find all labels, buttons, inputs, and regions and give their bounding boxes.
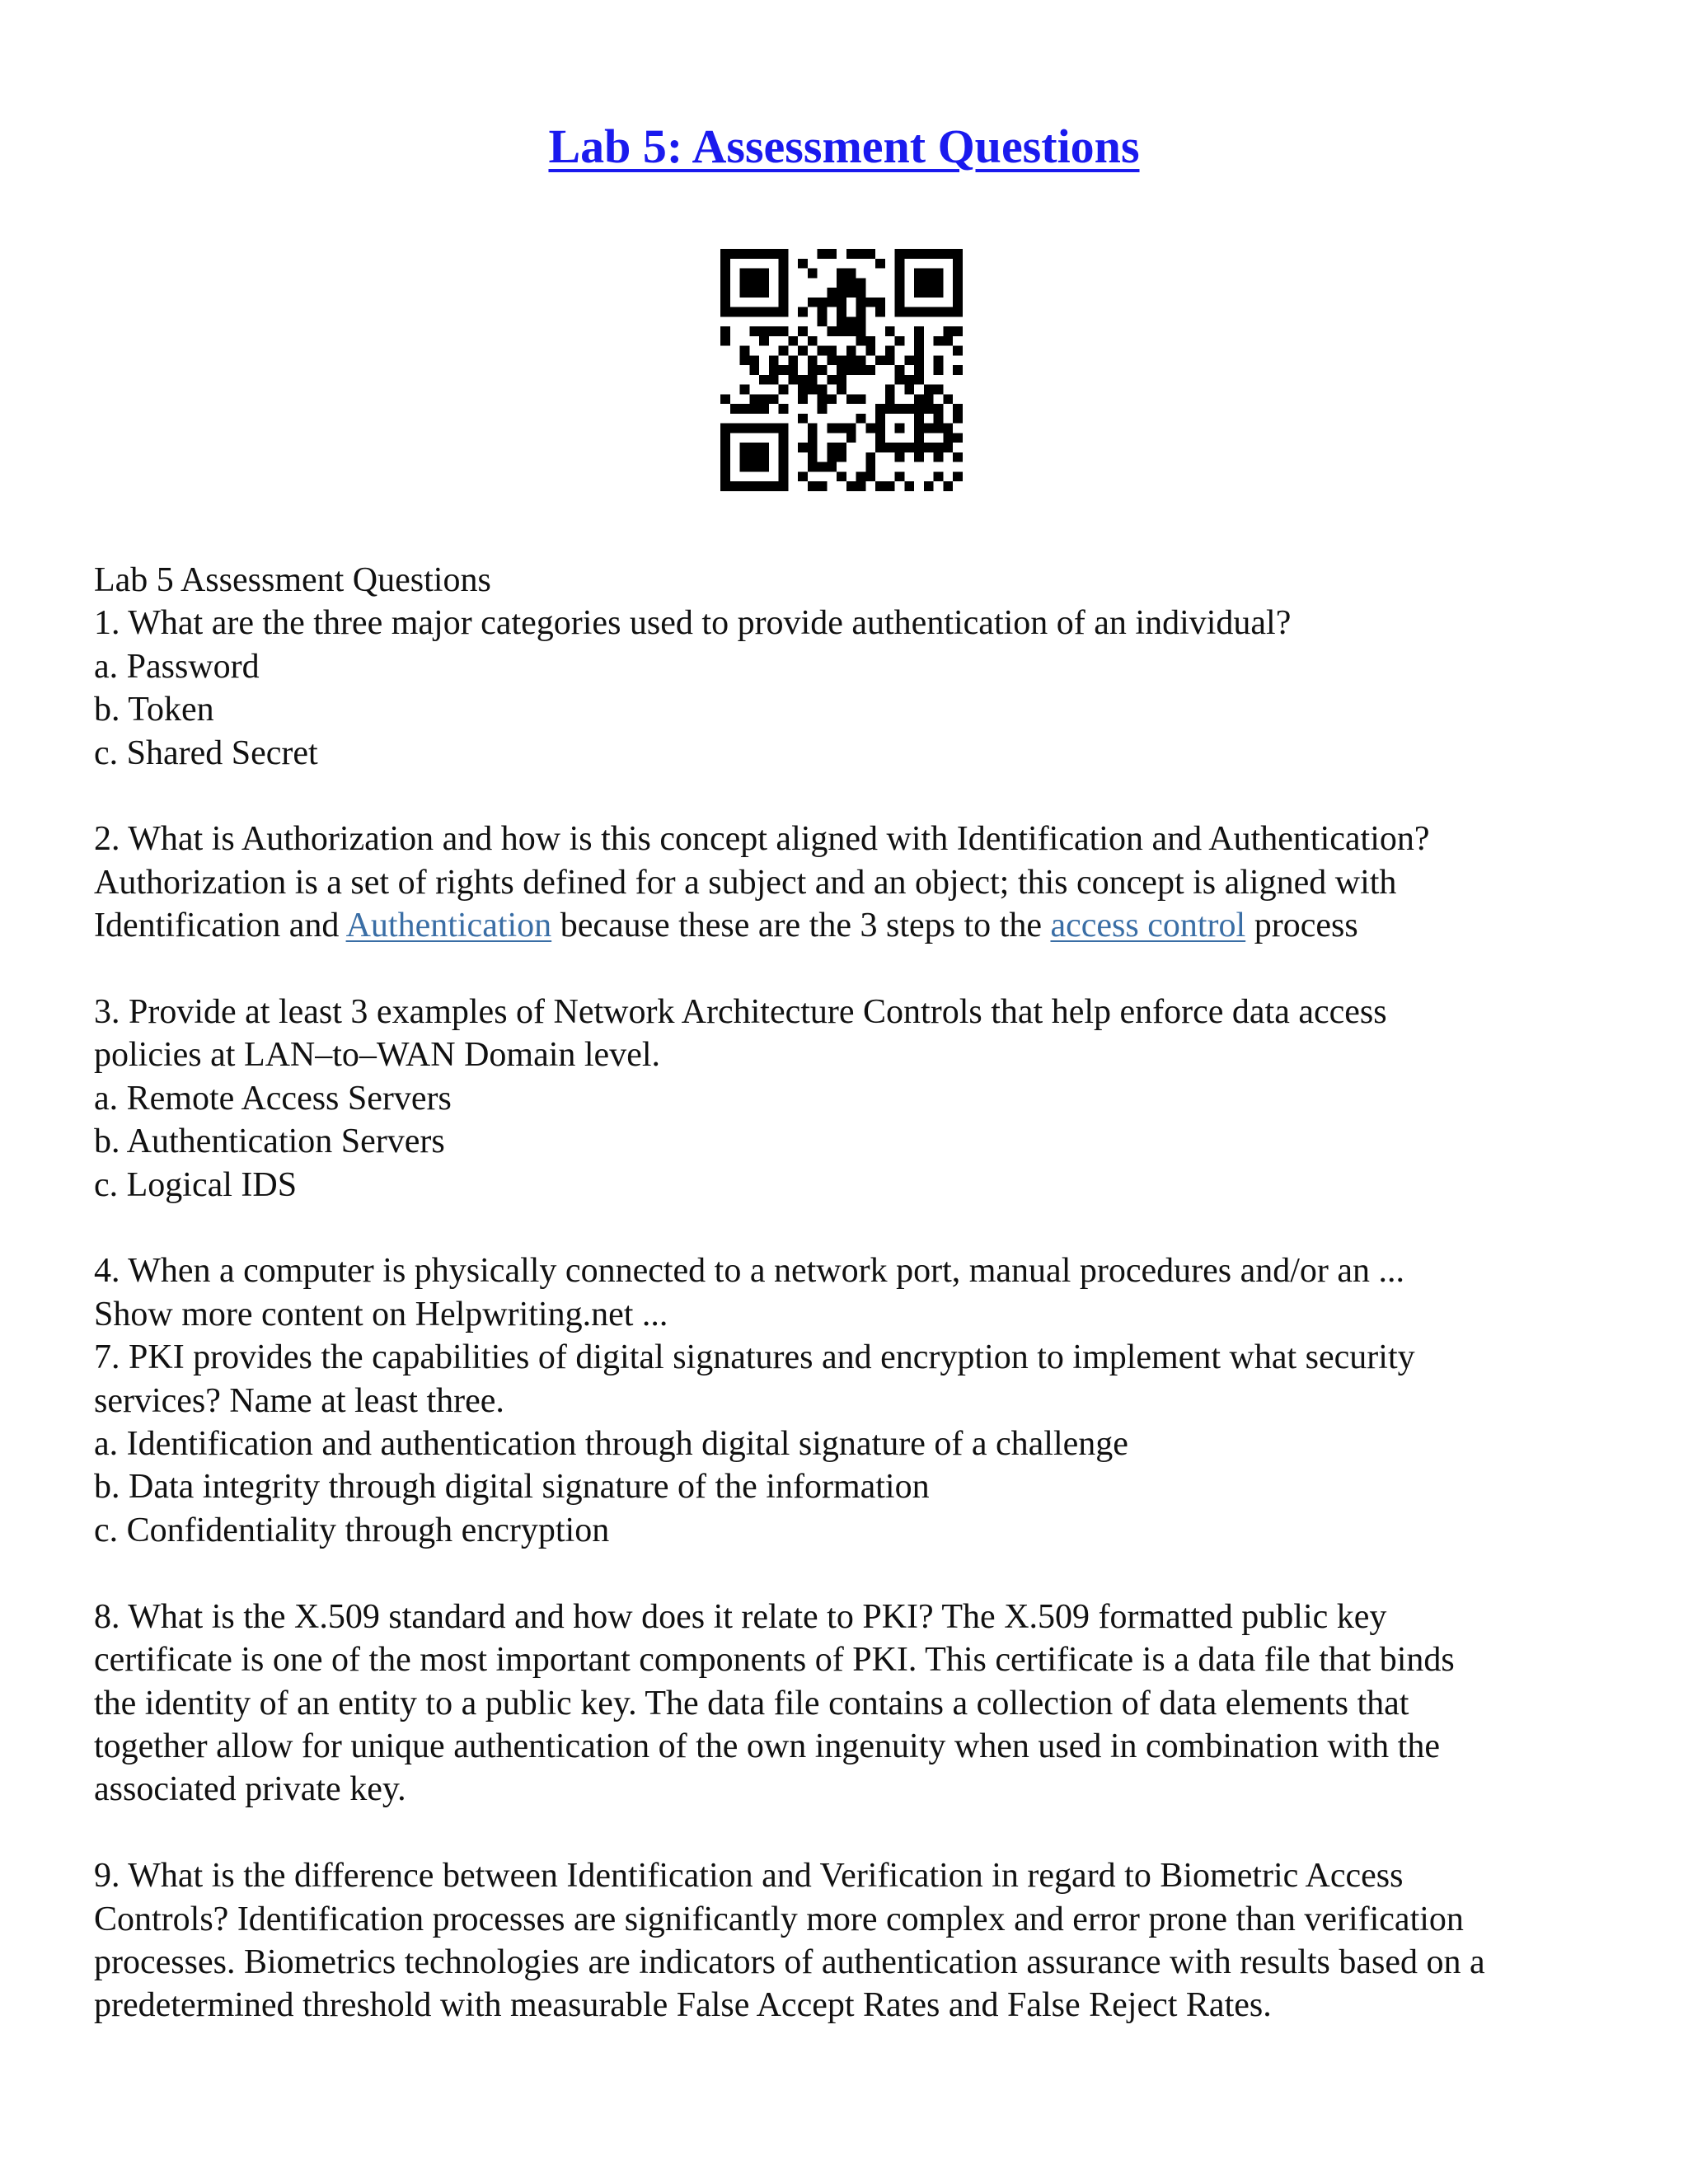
question-9-line-1: 9. What is the difference between Identification and Verification in regard to Biometric Access bbox=[94, 1857, 1404, 1896]
qr-code-icon bbox=[720, 249, 963, 491]
question-8-line-5: associated private key. bbox=[94, 1770, 406, 1809]
answer-7b: b. Data integrity through digital signature of the information bbox=[94, 1468, 930, 1507]
answer-2-text-start: Identification and bbox=[94, 907, 346, 945]
answer-1b: b. Token bbox=[94, 691, 214, 729]
question-8-line-2: certificate is one of the most important components of PKI. This certificate is a data file that binds bbox=[94, 1641, 1455, 1680]
authentication-link[interactable]: Authentication bbox=[345, 907, 552, 945]
question-8-line-4: together allow for unique authentication of the own ingenuity when used in combination with the bbox=[94, 1727, 1440, 1765]
spacer bbox=[94, 1811, 1602, 1854]
spacer bbox=[94, 775, 1602, 818]
question-4: 4. When a computer is physically connected to a network port, manual procedures and/or an ... bbox=[94, 1252, 1405, 1291]
answer-3c: c. Logical IDS bbox=[94, 1165, 298, 1204]
title-link[interactable]: Lab 5: Assessment Questions bbox=[548, 120, 1140, 173]
question-3-line-1: 3. Provide at least 3 examples of Network Architecture Controls that help enforce data access bbox=[94, 993, 1387, 1032]
show-more-text: Show more content on Helpwriting.net ... bbox=[94, 1295, 668, 1333]
spacer bbox=[94, 1552, 1602, 1595]
answer-3b: b. Authentication Servers bbox=[94, 1122, 445, 1161]
spacer bbox=[94, 948, 1602, 991]
question-3-line-2: policies at LAN–to–WAN Domain level. bbox=[94, 1036, 661, 1075]
spacer bbox=[94, 1207, 1602, 1249]
answer-2-text-mid: because these are the 3 steps to the bbox=[551, 907, 1051, 945]
answer-7c: c. Confidentiality through encryption bbox=[94, 1511, 610, 1549]
question-2: 2. What is Authorization and how is this concept aligned with Identification and Authentication? bbox=[94, 820, 1430, 859]
answer-2-line-2 bbox=[94, 904, 1602, 947]
assessment-content bbox=[94, 559, 1602, 2027]
answer-2-text-end: process bbox=[1245, 907, 1358, 945]
answer-2-line-1: Authorization is a set of rights defined for a subject and an object; this concept is aligned with bbox=[94, 863, 1397, 902]
answer-3a: a. Remote Access Servers bbox=[94, 1079, 452, 1118]
question-7-line-1: 7. PKI provides the capabilities of digital signatures and encryption to implement what security bbox=[94, 1338, 1415, 1377]
content-heading: Lab 5 Assessment Questions bbox=[94, 561, 491, 599]
answer-7a: a. Identification and authentication through digital signature of a challenge bbox=[94, 1425, 1128, 1464]
access-control-link[interactable]: access control bbox=[1050, 907, 1246, 945]
question-8-line-1: 8. What is the X.509 standard and how does it relate to PKI? The X.509 formatted public key bbox=[94, 1597, 1387, 1636]
question-7-line-2: services? Name at least three. bbox=[94, 1381, 504, 1420]
question-1: 1. What are the three major categories used to provide authentication of an individual? bbox=[94, 604, 1292, 643]
question-8-line-3: the identity of an entity to a public key. The data file contains a collection of data elements that bbox=[94, 1684, 1409, 1722]
question-9-line-4: predetermined threshold with measurable False Accept Rates and False Reject Rates. bbox=[94, 1986, 1272, 2025]
page-title bbox=[0, 114, 1688, 180]
answer-1c: c. Shared Secret bbox=[94, 733, 318, 772]
question-9-line-2: Controls? Identification processes are significantly more complex and error prone than verification bbox=[94, 1900, 1464, 1938]
answer-1a: a. Password bbox=[94, 647, 260, 686]
question-9-line-3: processes. Biometrics technologies are indicators of authentication assurance with results based on a bbox=[94, 1943, 1485, 1981]
